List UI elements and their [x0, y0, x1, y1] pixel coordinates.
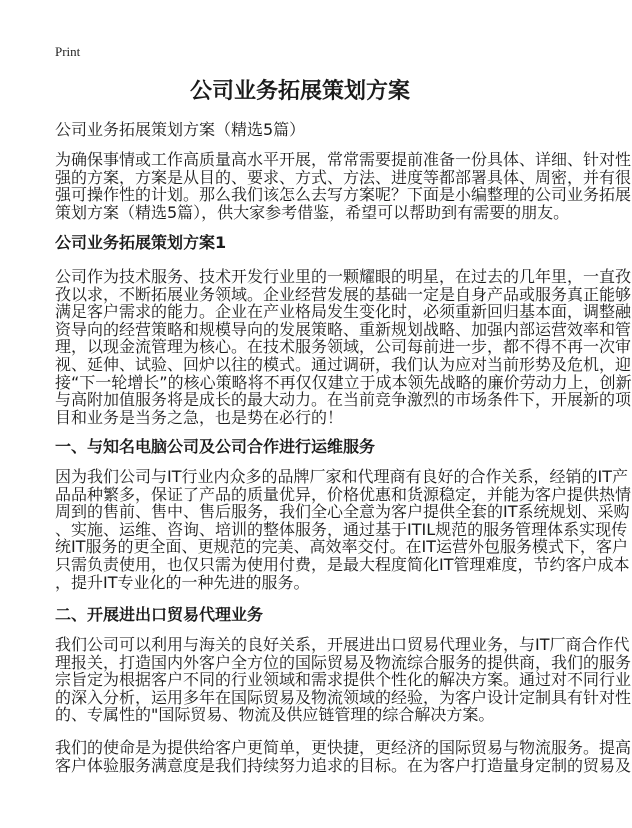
- paragraph-three: [55, 738, 632, 775]
- paragraph-two: [55, 635, 632, 725]
- text-line: 满足客户需求的能力。企业在产业格局发生变化时，必须重新回归基本面，调整融: [55, 302, 632, 322]
- text-line: 宗旨定为根据客户不同的行业领域和需求提供个性化的解决方案。通过对不同行业: [55, 670, 632, 690]
- subtitle: 公司业务拓展策划方案（精选5篇）: [55, 120, 306, 139]
- heading-two: 二、开展进出口贸易代理业务: [55, 605, 264, 624]
- page-title: 公司业务拓展策划方案: [189, 79, 410, 104]
- text-line: 孜以求，不断拓展业务领域。企业经营发展的基础一定是自身产品或服务真正能够: [55, 284, 632, 304]
- section1-heading: 公司业务拓展策划方案1: [55, 233, 227, 252]
- text-line: 与高附加值服务将是成长的最大动力。在当前竞争激烈的市场条件下，开展新的项: [55, 390, 632, 410]
- text-line: 强可操作性的计划。那么我们该怎么去写方案呢？下面是小编整理的公司业务拓展: [55, 185, 632, 205]
- text-line: 品品种繁多，保证了产品的质量优异，价格优惠和货源稳定，并能为客户提供热情: [55, 484, 632, 504]
- text-line: 理报关，打造国内外客户全方位的国际贸易及物流综合服务的提供商，我们的服务: [55, 652, 632, 672]
- text-line: 公司作为技术服务、技术开发行业里的一颗耀眼的明星，在过去的几年里，一直孜: [55, 267, 632, 286]
- text-line: 我们的使命是为提供给客户更简单，更快捷，更经济的国际贸易与物流服务。提高: [55, 738, 632, 757]
- text-line: 为确保事情或工作高质量高水平开展，常常需要提前准备一份具体、详细、针对性: [55, 150, 632, 169]
- paragraph-one: [55, 467, 632, 592]
- section1-paragraph: [55, 267, 632, 427]
- text-line: 接“下一轮增长”的核心策略将不再仅仅建立于成本领先战略的廉价劳动力上，创新: [55, 372, 632, 392]
- text-line: 资导向的经营策略和规模导向的发展策略、重新规划战略、加强内部运营效率和管: [55, 319, 632, 339]
- text-line: 策划方案（精选5篇），供大家参考借鉴，希望可以帮助到有需要的朋友。: [55, 202, 570, 222]
- print-link[interactable]: Print: [55, 44, 81, 59]
- text-line: 统IT服务的更全面、更规范的完美、高效率交付。在IT运营外包服务模式下，客户: [55, 537, 628, 557]
- text-line: 周到的售前、售中、售后服务，我们全心全意为客户提供全套的IT系统规划、采购: [55, 502, 630, 522]
- text-line: 理，以现金流管理为核心。在技术服务领域，公司每前进一步，都不得不再一次审: [55, 337, 632, 357]
- text-line: 因为我们公司与IT行业内众多的品牌厂家和代理商有良好的合作关系，经销的IT产: [55, 467, 628, 486]
- text-line: 、实施、运维、咨询、培训的整体服务，通过基于ITIL规范的服务管理体系实现传: [55, 519, 628, 539]
- text-line: 只需负责使用，也仅只需为使用付费，是最大程度简化IT管理难度，节约客户成本: [55, 554, 630, 574]
- heading-one: 一、与知名电脑公司及公司合作进行运维服务: [55, 437, 376, 456]
- text-line: 目和业务是当务之急，也是势在必行的！: [55, 407, 344, 427]
- text-line: 强的方案，方案是从目的、要求、方式、方法、进度等都部署具体、周密，并有很: [55, 167, 632, 187]
- text-line: 的、专属性的"国际贸易、物流及供应链管理的综合解决方案。: [55, 705, 495, 725]
- text-line: 的深入分析，运用多年在国际贸易及物流领域的经验，为客户设计定制具有针对性: [55, 687, 632, 707]
- text-line: ，提升IT专业化的一种先进的服务。: [55, 572, 310, 592]
- intro-paragraph: [55, 150, 632, 222]
- text-line: 视、延伸、试验、回炉以往的模式。通过调研，我们认为应对当前形势及危机，迎: [55, 354, 632, 374]
- text-line: 我们公司可以利用与海关的良好关系，开展进出口贸易代理业务，与IT厂商合作代: [55, 635, 630, 654]
- text-line: 客户体验服务满意度是我们持续努力追求的目标。在为客户打造量身定制的贸易及: [55, 755, 632, 775]
